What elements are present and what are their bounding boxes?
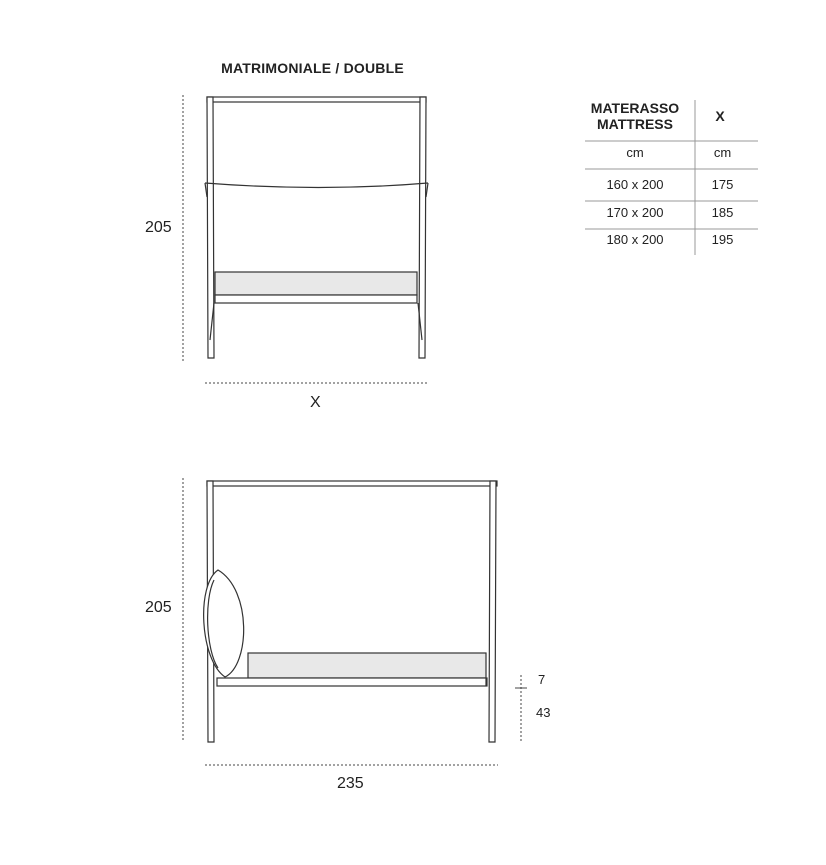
- table-row-3-mattress: 180 x 200: [606, 232, 664, 247]
- front-width-label: X: [310, 394, 321, 411]
- header-line-italian: MATERASSO: [590, 100, 680, 116]
- front-view-drawing: [183, 95, 428, 383]
- drawing-title: MATRIMONIALE / DOUBLE: [221, 60, 404, 76]
- table-row-1-x: 175: [711, 177, 734, 192]
- table-header-x: X: [715, 108, 725, 124]
- table-row-2-x: 185: [711, 205, 734, 220]
- table-header-mattress: [585, 100, 685, 132]
- side-view-drawing: [183, 478, 527, 765]
- front-height-label: 205: [145, 219, 172, 236]
- unit-right: cm: [713, 145, 732, 160]
- side-height-label: 205: [145, 599, 172, 616]
- side-length-label: 235: [337, 775, 364, 792]
- unit-left: cm: [626, 145, 644, 160]
- table-row-3-x: 195: [711, 232, 734, 247]
- mattress-thickness-label: 7: [538, 672, 546, 687]
- base-height-label: 43: [536, 705, 551, 720]
- table-row-1-mattress: 160 x 200: [606, 177, 664, 192]
- header-line-english: MATTRESS: [597, 116, 673, 132]
- table-row-2-mattress: 170 x 200: [606, 205, 664, 220]
